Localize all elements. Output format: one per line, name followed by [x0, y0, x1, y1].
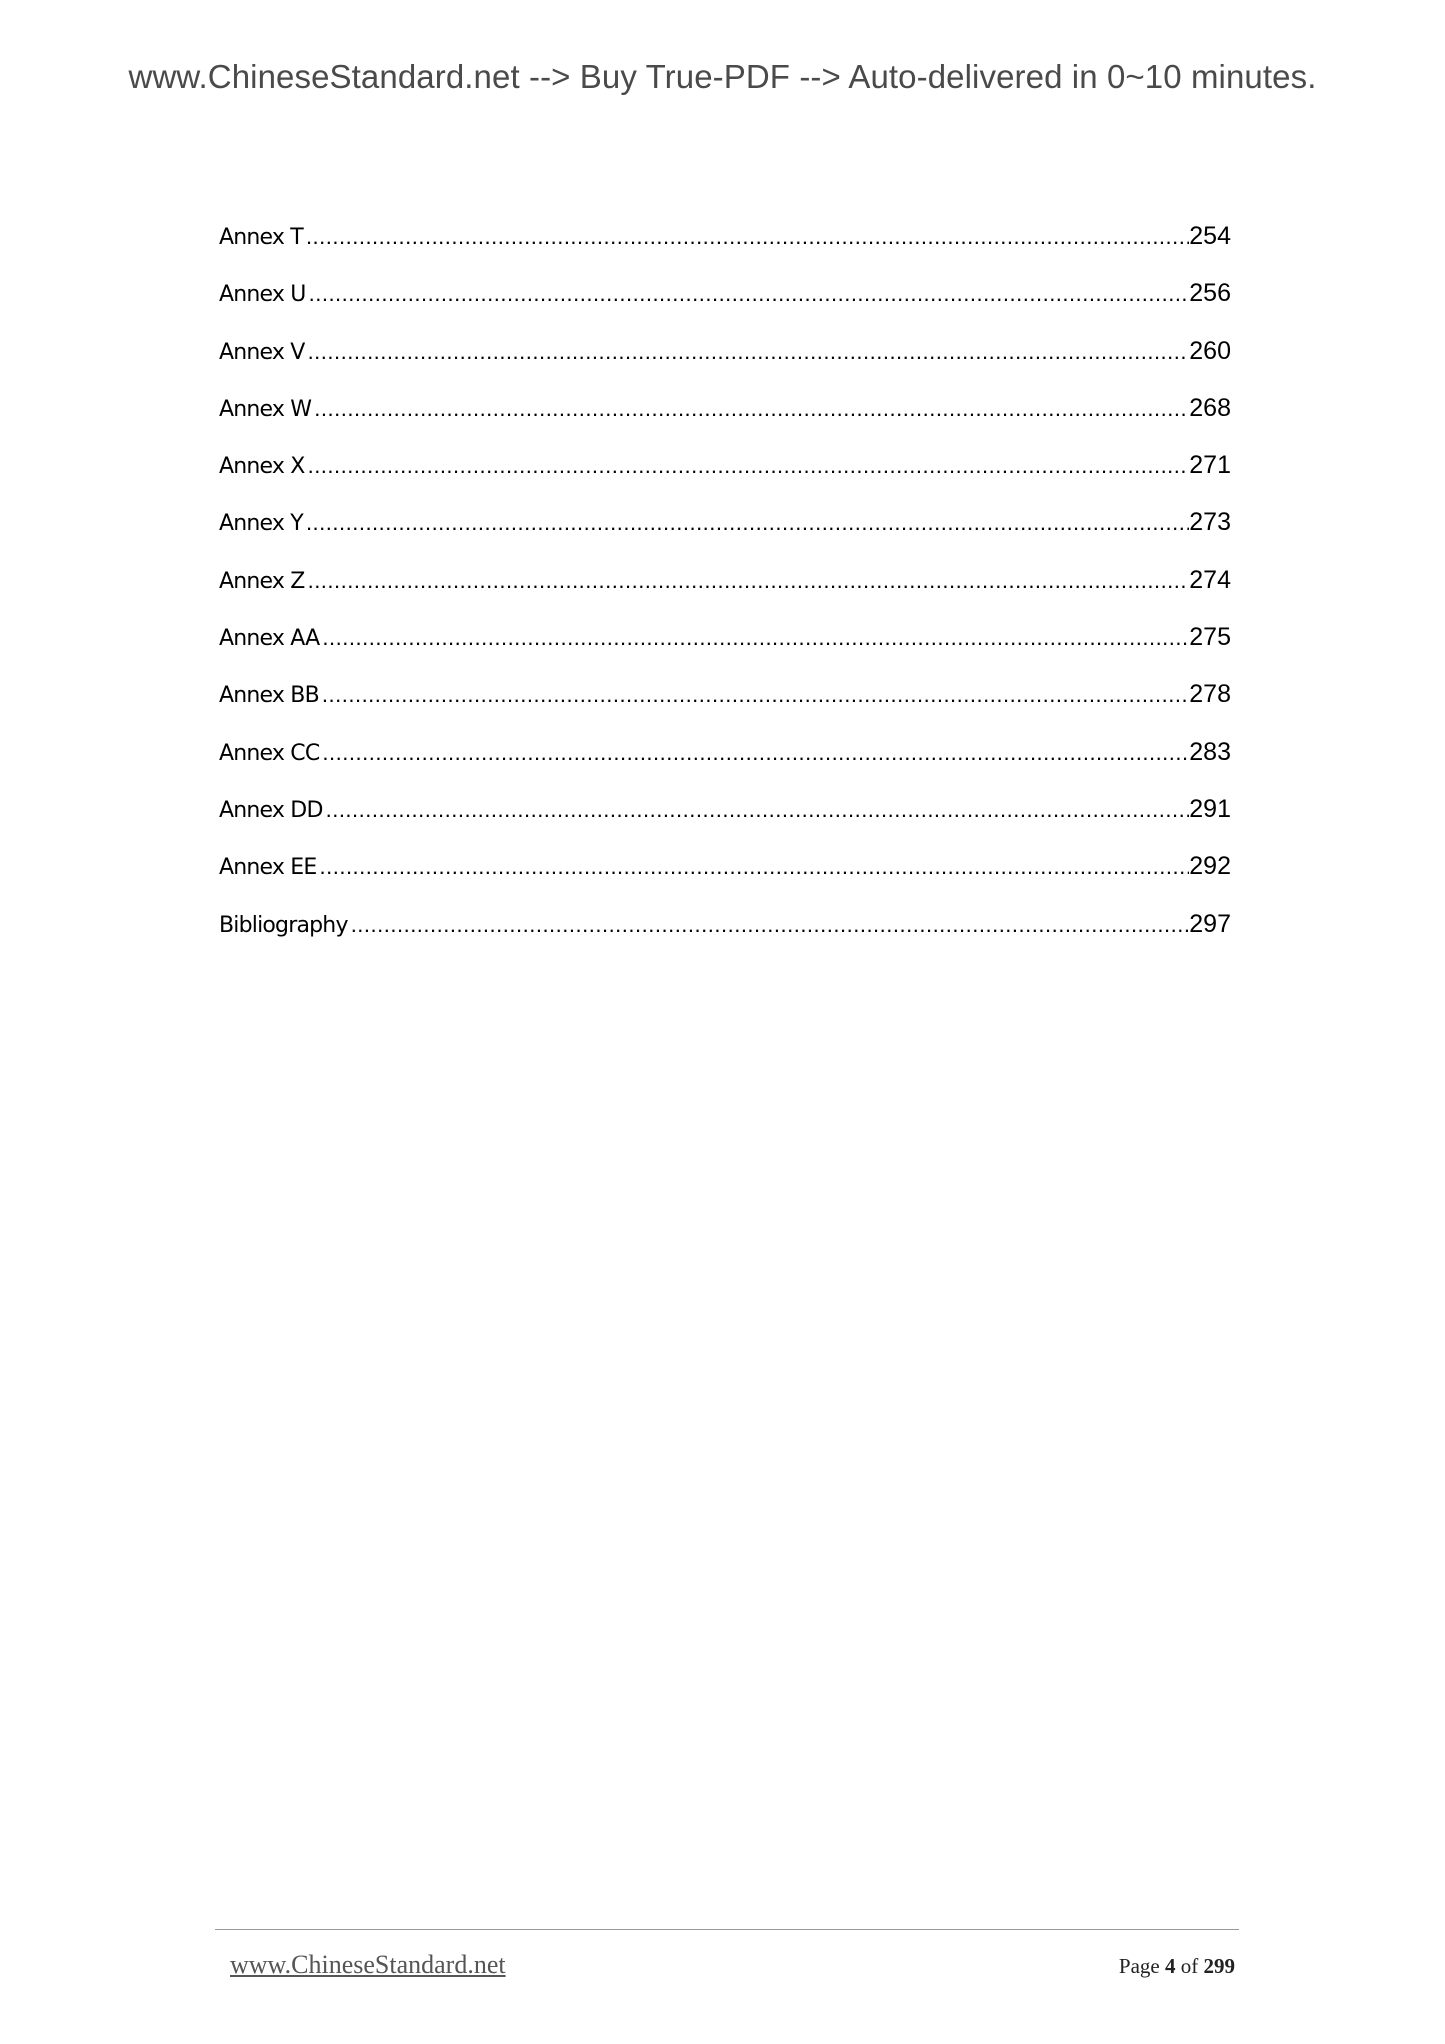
toc-entry-annex-v[interactable]: [219, 337, 1231, 394]
toc-leader-dots: [309, 281, 1190, 307]
footer-site-link[interactable]: www.ChineseStandard.net: [230, 1950, 506, 1979]
toc-entry-label: Annex V: [219, 339, 305, 365]
toc-entry-annex-y[interactable]: [219, 508, 1231, 565]
toc-leader-dots: [326, 797, 1190, 823]
toc-entry-page: 256: [1189, 279, 1231, 308]
toc-leader-dots: [308, 339, 1190, 365]
toc-entry-label: Annex T: [219, 225, 303, 250]
toc-entry-annex-w[interactable]: [219, 394, 1231, 451]
toc-entry-annex-cc[interactable]: [219, 738, 1231, 795]
total-pages: 299: [1203, 1954, 1235, 1978]
toc-entry-page: 274: [1189, 565, 1231, 594]
toc-entry-label: Annex AA: [219, 626, 320, 652]
toc-entry-annex-dd[interactable]: [219, 795, 1231, 852]
toc-entry-label: Annex EE: [219, 855, 317, 881]
toc-leader-dots: [306, 510, 1189, 536]
toc-entry-label: Annex CC: [219, 740, 320, 766]
toc-entry-page: 291: [1189, 794, 1231, 823]
toc-entry-label: Annex U: [219, 282, 306, 308]
toc-entry-page: 268: [1189, 393, 1231, 422]
toc-entry-page: 297: [1189, 909, 1231, 938]
toc-entry-label: Annex W: [219, 396, 312, 422]
toc-entry-annex-u[interactable]: [219, 279, 1231, 336]
toc-entry-label: Annex X: [219, 454, 305, 480]
page-of: of: [1180, 1954, 1199, 1978]
header-banner[interactable]: www.ChineseStandard.net --> Buy True-PDF --> Auto-delivered in 0~10 minutes.: [128, 58, 1317, 95]
toc-entry-annex-ee[interactable]: [219, 852, 1231, 909]
toc-leader-dots: [322, 625, 1189, 651]
toc-entry-label: Bibliography: [219, 912, 348, 938]
toc-leader-dots: [306, 224, 1189, 250]
toc-entry-page: 273: [1189, 508, 1231, 537]
toc-leader-dots: [308, 568, 1190, 594]
toc-entry-page: 283: [1189, 737, 1231, 766]
toc-entry-page: 275: [1189, 623, 1231, 652]
table-of-contents: [219, 222, 1231, 967]
toc-entry-label: Annex Z: [219, 568, 305, 594]
toc-leader-dots: [322, 740, 1189, 766]
toc-leader-dots: [320, 854, 1190, 880]
toc-leader-dots: [308, 453, 1190, 479]
toc-entry-annex-t[interactable]: [219, 222, 1231, 279]
footer-page-number: [1119, 1954, 1235, 1979]
toc-entry-label: Annex BB: [219, 683, 319, 709]
toc-entry-annex-z[interactable]: [219, 566, 1231, 623]
toc-entry-page: 292: [1189, 852, 1231, 881]
toc-entry-annex-bb[interactable]: [219, 680, 1231, 737]
toc-entry-annex-x[interactable]: [219, 451, 1231, 508]
toc-leader-dots: [351, 912, 1190, 938]
toc-leader-dots: [322, 682, 1189, 708]
toc-entry-bibliography[interactable]: [219, 910, 1231, 967]
toc-leader-dots: [314, 396, 1189, 422]
toc-entry-page: 271: [1189, 451, 1231, 480]
footer-divider: [215, 1929, 1239, 1930]
page-prefix: Page: [1118, 1954, 1160, 1978]
toc-entry-page: 260: [1189, 336, 1231, 365]
current-page: 4: [1165, 1954, 1176, 1978]
toc-entry-annex-aa[interactable]: [219, 623, 1231, 680]
toc-entry-label: Annex Y: [219, 511, 303, 537]
toc-entry-page: 254: [1189, 222, 1231, 250]
toc-entry-label: Annex DD: [219, 797, 323, 823]
toc-entry-page: 278: [1189, 680, 1231, 709]
